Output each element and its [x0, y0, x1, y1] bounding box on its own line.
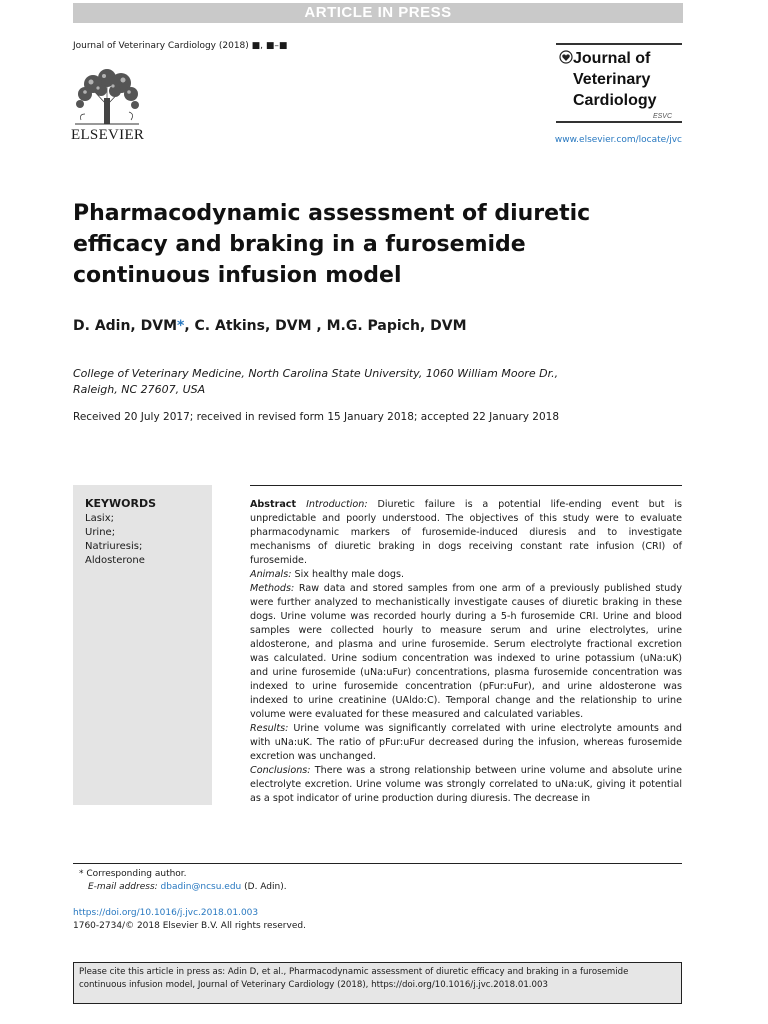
elsevier-logo	[71, 64, 145, 143]
conclusions-label: Conclusions:	[250, 765, 311, 776]
journal-logo-line3: Cardiology	[573, 92, 657, 109]
abstract-results	[250, 722, 682, 764]
received-dates: Received 20 July 2017; received in revised form 15 January 2018; accepted 22 January 2018	[73, 411, 560, 423]
introduction-text: Diuretic failure is a potential life-ending event but is unpredictable and poorly understood. The objectives of this study were to evaluate pharmacodynamic markers of furosemide-induced diuresis and to investigate mechanisms of diuretic braking in dogs receiving constant rate infusion (CRI) of furosemide.	[250, 499, 682, 566]
abstract-methods	[250, 582, 682, 722]
animals-label: Animals:	[250, 569, 292, 580]
heart-logo-icon	[559, 50, 573, 64]
conclusions-text: There was a strong relationship between urine volume and absolute urine electrolyte excretion. Urine volume was strongly correlated to uNa:uK, giving it potential as a spot indicator of urine production during diuresis. The decrease in	[250, 765, 682, 804]
footnote	[73, 863, 682, 894]
animals-text: Six healthy male dogs.	[294, 569, 405, 580]
doi-block	[73, 907, 306, 933]
keyword-item: Aldosterone	[85, 555, 145, 566]
keyword-item: Urine;	[85, 527, 116, 538]
keyword-item: Lasix;	[85, 513, 114, 524]
corresponding-text: Corresponding author.	[86, 869, 187, 879]
introduction-label: Introduction:	[306, 499, 368, 510]
author-list	[73, 316, 467, 336]
abstract-conclusions	[250, 764, 682, 806]
email-note	[73, 881, 682, 894]
journal-logo	[556, 43, 682, 123]
email-label: E-mail address:	[88, 882, 158, 892]
journal-citation-line: Journal of Veterinary Cardiology (2018) ■, ■–■	[73, 41, 288, 51]
keywords-heading: KEYWORDS	[85, 497, 157, 510]
author-rest: , C. Atkins, DVM , M.G. Papich, DVM	[184, 318, 467, 334]
footnote-mark: *	[79, 869, 84, 879]
keywords-box	[73, 485, 212, 805]
abstract	[250, 485, 682, 806]
citation-box: Please cite this article in press as: Adin D, et al., Pharmacodynamic assessment of diuretic efficacy and braking in a furosemide continuous infusion model, Journal of Veterinary Cardiology (2018), https://doi.org/10.1016/j.jvc.2018.01.003	[73, 962, 682, 1004]
journal-logo-line2: Veterinary	[573, 71, 651, 88]
methods-label: Methods:	[250, 583, 295, 594]
corresponding-note	[73, 868, 682, 881]
doi-link[interactable]: https://doi.org/10.1016/j.jvc.2018.01.003	[73, 908, 259, 918]
copyright: 1760-2734/© 2018 Elsevier B.V. All rights reserved.	[73, 921, 306, 931]
elsevier-wordmark: ELSEVIER	[71, 127, 145, 143]
journal-logo-title	[573, 48, 657, 111]
results-label: Results:	[250, 723, 289, 734]
article-in-press-banner: ARTICLE IN PRESS	[73, 3, 683, 23]
email-suffix: (D. Adin).	[244, 882, 287, 892]
journal-url-link[interactable]: www.elsevier.com/locate/jvc	[554, 135, 682, 145]
elsevier-tree-icon	[71, 64, 143, 126]
article-title: Pharmacodynamic assessment of diuretic efficacy and braking in a furosemide continuous infusion model	[73, 201, 591, 288]
corresponding-author-mark[interactable]: *	[177, 318, 185, 334]
keyword-item: Natriuresis;	[85, 541, 143, 552]
email-link[interactable]: dbadin@ncsu.edu	[160, 882, 242, 892]
results-text: Urine volume was significantly correlated with urine electrolyte amounts and with uNa:uK. The ratio of pFur:uFur decreased during the infusion, whereas furosemide excretion was unchanged.	[250, 723, 682, 762]
journal-logo-line1: Journal of	[573, 50, 651, 67]
methods-text: Raw data and stored samples from one arm of a previously published study were further analyzed to mechanistically investigate causes of diuretic braking in these dogs. Urine volume was recorded hourly during a 5-h furosemide CRI. Urine and blood samples were collected hourly to measure serum and urine electrolytes, urine aldosterone, and plasma and urine furosemide. Serum electrolyte fractional excretion was calculated. Urine sodium concentration was indexed to urine potassium (uNa:uK) and urine furosemide (uNa:uFur) concentrations, plasma furosemide concentration was indexed to urine furosemide concentration (pFur:uFur), and urine aldosterone was indexed to urine creatinine (UAldo:C). Temporal change and the relationship to urine volume were evaluated for these measured and calculated variables.	[250, 583, 682, 720]
abstract-animals	[250, 568, 682, 582]
journal-logo-sub: ESVC	[652, 113, 672, 120]
abstract-label: Abstract	[250, 499, 297, 510]
abstract-introduction	[250, 498, 682, 568]
author-first: D. Adin, DVM	[73, 318, 178, 334]
keywords-list	[85, 512, 212, 568]
affiliation: College of Veterinary Medicine, North Carolina State University, 1060 William Moore Dr., Raleigh, NC 27607, USA	[73, 367, 559, 396]
